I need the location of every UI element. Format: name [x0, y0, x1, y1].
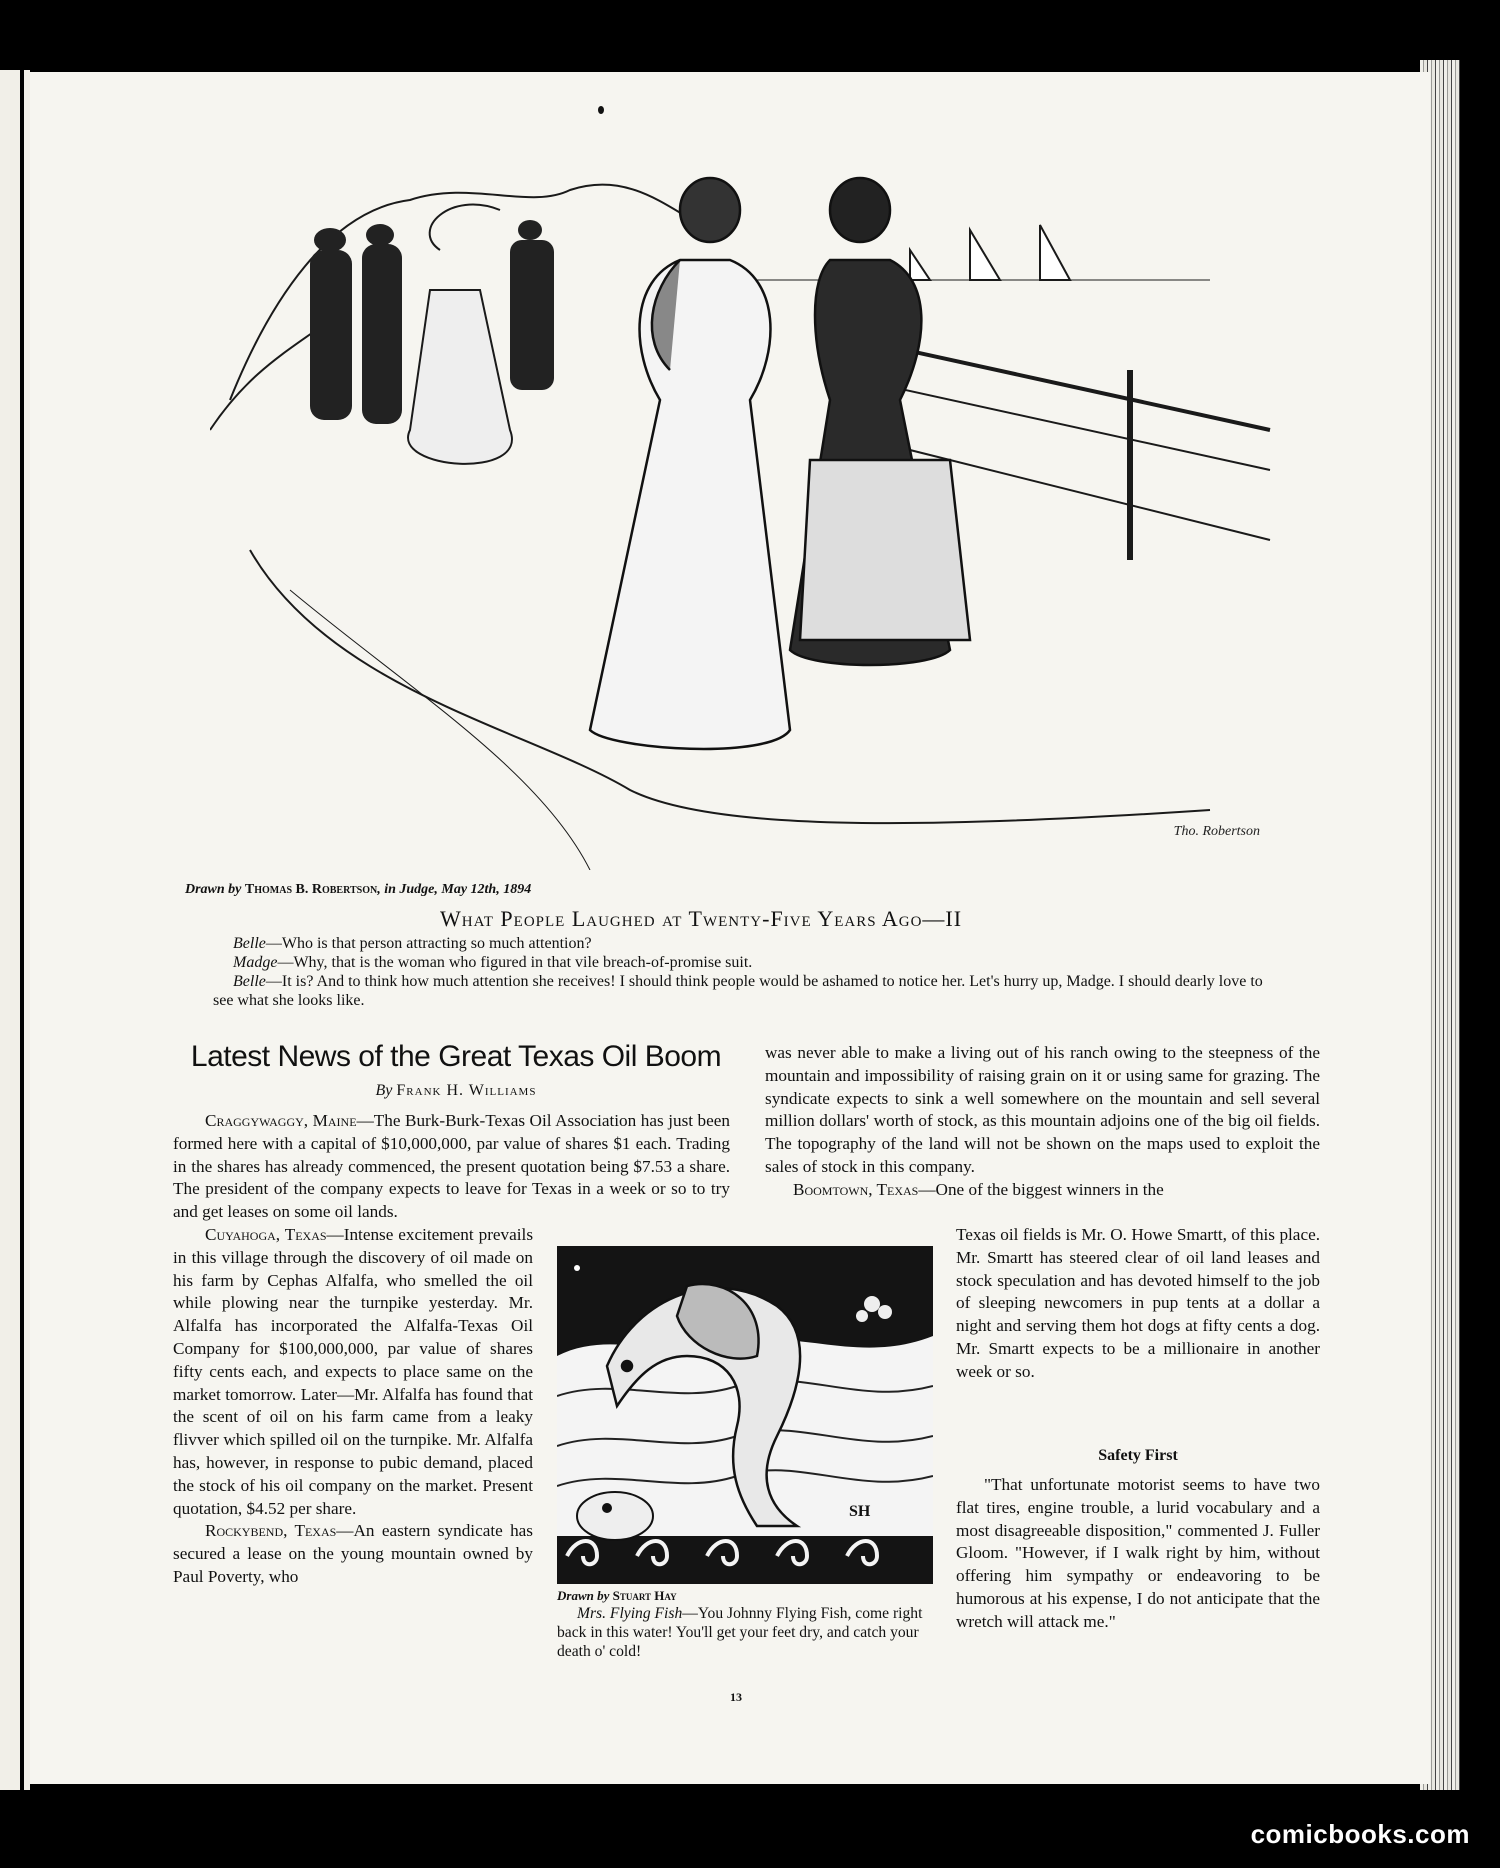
cartoon-artist: Stuart Hay — [612, 1588, 677, 1603]
illustration-dialogue — [213, 934, 1283, 1010]
article-column-3 — [956, 1224, 1320, 1384]
left-page-edge — [0, 70, 30, 1790]
illustration-title: What People Laughed at Twenty-Five Years Ago—II — [440, 906, 963, 931]
illustration-artist: Thomas B. Robertson — [244, 882, 378, 897]
safety-first-title: Safety First — [1098, 1447, 1178, 1464]
article-paragraph: Boomtown, Texas—One of the biggest winners in the — [793, 1179, 1164, 1199]
article-paragraph: Craggywaggy, Maine—The Burk-Burk-Texas Oil Association has just been formed here with a capital of $10,000,000, par value of shares $1 each. Trading in the shares has already commenced, the present quotation being $7.53 a share. The president of the company expects to leave for Texas in a week or so to try and get leases on some oil lands. — [173, 1111, 730, 1222]
watermark-logo: comicbooks.com — [1250, 1819, 1470, 1849]
dialogue-line: Madge—Why, that is the woman who figured in that vile breach-of-promise suit. — [233, 954, 753, 971]
illustration-credit: Drawn by Thomas B. Robertson, in Judge, May 12th, 1894 — [185, 882, 532, 897]
article-column-1 — [173, 1110, 730, 1224]
article-paragraph: Rockybend, Texas—An eastern syndicate has secured a lease on the young mountain owned by Paul Poverty, who — [173, 1521, 533, 1586]
cartoon-monogram: SH — [849, 1503, 871, 1520]
article-column-2 — [765, 1042, 1320, 1202]
artist-signature: Tho. Robertson — [1173, 824, 1260, 839]
cartoon-caption: Mrs. Flying Fish—You Johnny Flying Fish, come right back in this water! You'll get your feet dry, and catch your death o' cold! — [557, 1605, 923, 1660]
promenade-illustration — [210, 170, 1290, 870]
ink-dot — [598, 106, 604, 114]
cartoon-credit: Drawn by Stuart Hay — [557, 1588, 677, 1603]
article-column-1-narrow — [173, 1224, 533, 1589]
promenade-drawing — [210, 170, 1290, 870]
flying-fish-drawing — [557, 1246, 933, 1584]
article-title: Latest News of the Great Texas Oil Boom — [190, 1040, 722, 1073]
article-paragraph-continued: was never able to make a living out of his ranch owing to the steepness of the mountain and impossibility of raising grain on it or using same for grazing. The syndicate expects to sink a well somewhere on the mountain and sell several million dollars' worth of stock, as this mountain adjoins one of the big oil fields. The topography of the land will not be shown on the maps used to exploit the sales of stock in this company. — [765, 1043, 1320, 1176]
byline-author: Frank H. Williams — [396, 1082, 537, 1099]
page-number: 13 — [730, 1690, 742, 1704]
article-paragraph-continued: Texas oil fields is Mr. O. Howe Smartt, of this place. Mr. Smartt has steered clear of oil land leases and stock speculation and has devoted himself to the job of sleeping newcomers in pup tents at a dollar a night and serving them hot dogs at fifty cents a dog. Mr. Smartt expects to be a millionaire in another week or so. — [956, 1225, 1320, 1381]
article-byline: By Frank H. Williams — [375, 1082, 537, 1099]
flying-fish-cartoon — [557, 1246, 933, 1584]
dialogue-line: Belle—Who is that person attracting so much attention? — [233, 935, 592, 952]
safety-first-text — [956, 1474, 1320, 1634]
dialogue-line: Belle—It is? And to think how much attention she receives! I should think people would be ashamed to notice her. Let's hurry up, Madge. I should dearly love to see what she looks like. — [213, 973, 1263, 1009]
safety-paragraph: "That unfortunate motorist seems to have two flat tires, engine trouble, a lurid vocabulary and a most disagreeable disposition," commented J. Fuller Gloom. "However, if I walk right by him, without offering him sympathy or endeavoring to be humorous at his expense, I do not anticipate that the wretch will attack me." — [956, 1475, 1320, 1631]
article-paragraph: Cuyahoga, Texas—Intense excitement prevails in this village through the discovery of oil made on his farm by Cephas Alfalfa, who smelled the oil while plowing near the turnpike yesterday. Mr. Alfalfa has incorporated the Alfalfa-Texas Oil Company for $100,000,000, par value of shares fifty cents each, and expects to place same on the market tomorrow. Later—Mr. Alfalfa has found that the scent of oil on his farm came from a leaky flivver which spilled oil on the turnpike. Mr. Alfalfa has, however, in response to pubic demand, placed the stock of his oil company on the market. Present quotation, $4.52 per share. — [173, 1225, 534, 1518]
